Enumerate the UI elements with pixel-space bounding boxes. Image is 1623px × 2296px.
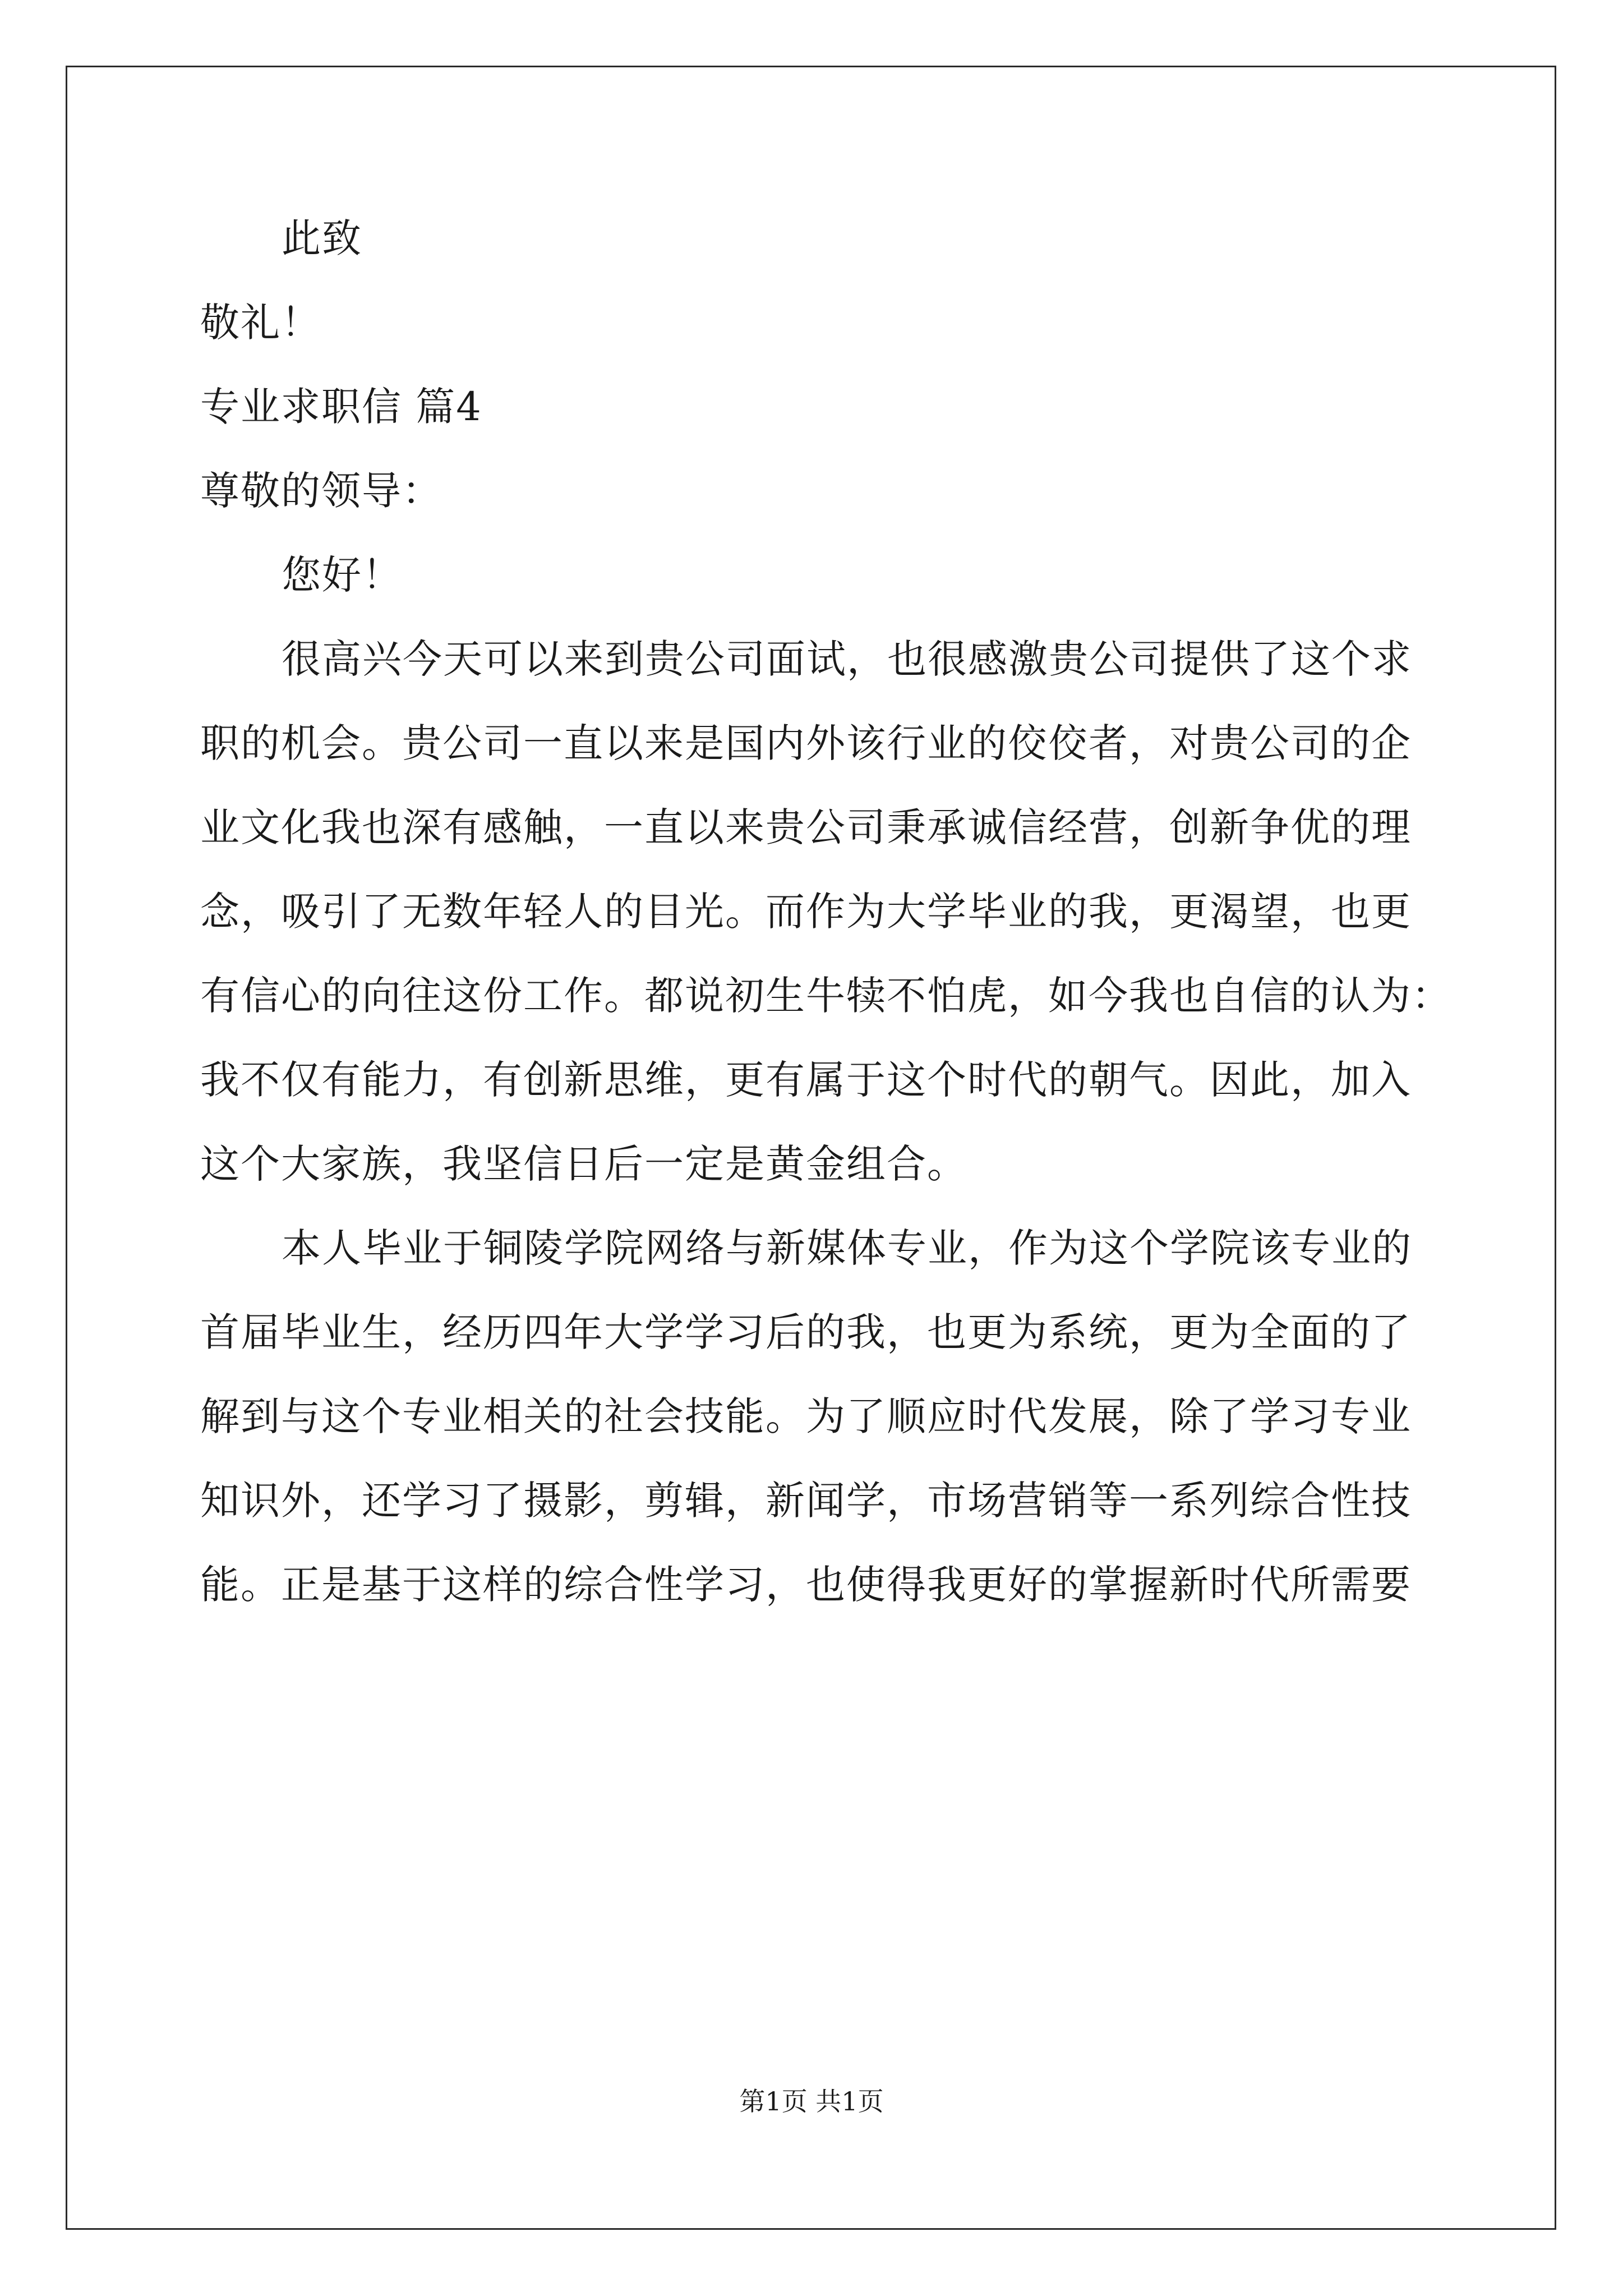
paragraph-line: 这个大家族，我坚信日后一定是黄金组合。 [200, 1141, 967, 1187]
paragraph-line: 念，吸引了无数年轻人的目光。而作为大学毕业的我，更渴望，也更 [200, 889, 1412, 935]
section-title: 专业求职信 篇4 [200, 384, 482, 430]
paragraph-line: 解到与这个专业相关的社会技能。为了顺应时代发展，除了学习专业 [200, 1393, 1412, 1439]
paragraph-line: 职的机会。贵公司一直以来是国内外该行业的佼佼者，对贵公司的企 [200, 720, 1412, 766]
paragraph-line: 业文化我也深有感触，一直以来贵公司秉承诚信经营，创新争优的理 [200, 804, 1412, 850]
paragraph-line: 有信心的向往这份工作。都说初生牛犊不怕虎，如今我也自信的认为： [200, 973, 1452, 1019]
paragraph-line: 首届毕业生，经历四年大学学习后的我，也更为系统，更为全面的了 [200, 1309, 1412, 1355]
closing-line: 此致 [282, 215, 362, 261]
paragraph-line: 本人毕业于铜陵学院网络与新媒体专业，作为这个学院该专业的 [282, 1225, 1412, 1271]
salutation-close: 敬礼！ [200, 300, 321, 346]
paragraph-line: 我不仅有能力，有创新思维，更有属于这个时代的朝气。因此，加入 [200, 1057, 1412, 1103]
greeting: 您好！ [282, 552, 403, 598]
page-footer: 第1页 共1页 [739, 2086, 884, 2116]
paragraph-line: 知识外，还学习了摄影，剪辑，新闻学，市场营销等一系列综合性技 [200, 1478, 1412, 1524]
paragraph-line: 很高兴今天可以来到贵公司面试，也很感激贵公司提供了这个求 [282, 636, 1412, 682]
addressee: 尊敬的领导： [200, 468, 442, 514]
paragraph-line: 能。正是基于这样的综合性学习，也使得我更好的掌握新时代所需要 [200, 1562, 1412, 1608]
